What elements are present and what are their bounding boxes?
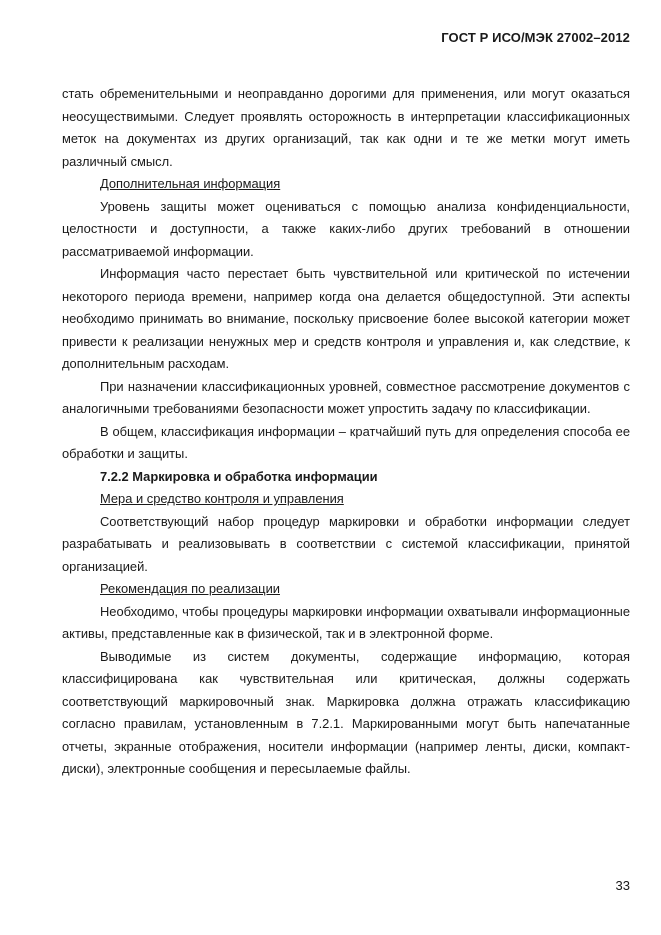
section-heading-control: [62, 488, 630, 511]
paragraph: Соответствующий набор процедур маркировки и обработки информации следует разрабатывать и реализовывать в соответствии с системой классификации, принятой организацией.: [62, 513, 630, 574]
heading-text: Рекомендация по реализации: [100, 581, 280, 596]
heading-text: Мера и средство контроля и управления: [100, 491, 344, 506]
paragraph: Информация часто перестает быть чувствительной или критической по истечении некоторого периода времени, например когда она делается общедоступной. Эти аспекты необходимо принимать во внимание, поскольку присвоение более высокой категории может привести к реализации ненужных мер и средств контроля и управления и, как следствие, к дополнительным расходам.: [62, 266, 630, 371]
paragraph: В общем, классификация информации – кратчайший путь для определения способа ее обработки и защиты.: [62, 423, 630, 461]
subsection-title: 7.2.2 Маркировка и обработка информации: [100, 468, 378, 484]
paragraph: Уровень защиты может оцениваться с помощью анализа конфиденциальности, целостности и доступности, а также каких-либо других требований в отношении рассматриваемой информации.: [62, 198, 630, 259]
paragraph: При назначении классификационных уровней, совместное рассмотрение документов с аналогичными требованиями безопасности может упростить задачу по классификации.: [62, 378, 630, 416]
paragraph: Необходимо, чтобы процедуры маркировки информации охватывали информационные активы, представленные как в физической, так и в электронной форме.: [62, 603, 630, 641]
paragraph-continuation: стать обременительными и неоправданно дорогими для применения, или могут оказаться неосуществимыми. Следует проявлять осторожность в интерпретации классификационных меток на документах из других организаций, так как одни и те же метки могут иметь различный смысл.: [62, 86, 630, 169]
heading-text: Дополнительная информация: [100, 176, 281, 191]
page-number: 33: [615, 878, 630, 893]
section-heading-additional-info: [62, 173, 630, 196]
paragraph: Выводимые из систем документы, содержащие информацию, которая классифицирована как чувствительная или критическая, должны содержать соответствующий маркировочный знак. Маркировка должна отражать классификацию согласно правилам, установленным в 7.2.1. Маркированными могут быть напечатанные отчеты, экранные отображения, носители информации (например ленты, диски, компакт-диски), электронные сообщения и пересылаемые файлы.: [62, 648, 630, 776]
page-body: [62, 83, 630, 781]
section-heading-implementation: [62, 578, 630, 601]
document-standard-header: ГОСТ Р ИСО/МЭК 27002–2012: [441, 30, 630, 45]
